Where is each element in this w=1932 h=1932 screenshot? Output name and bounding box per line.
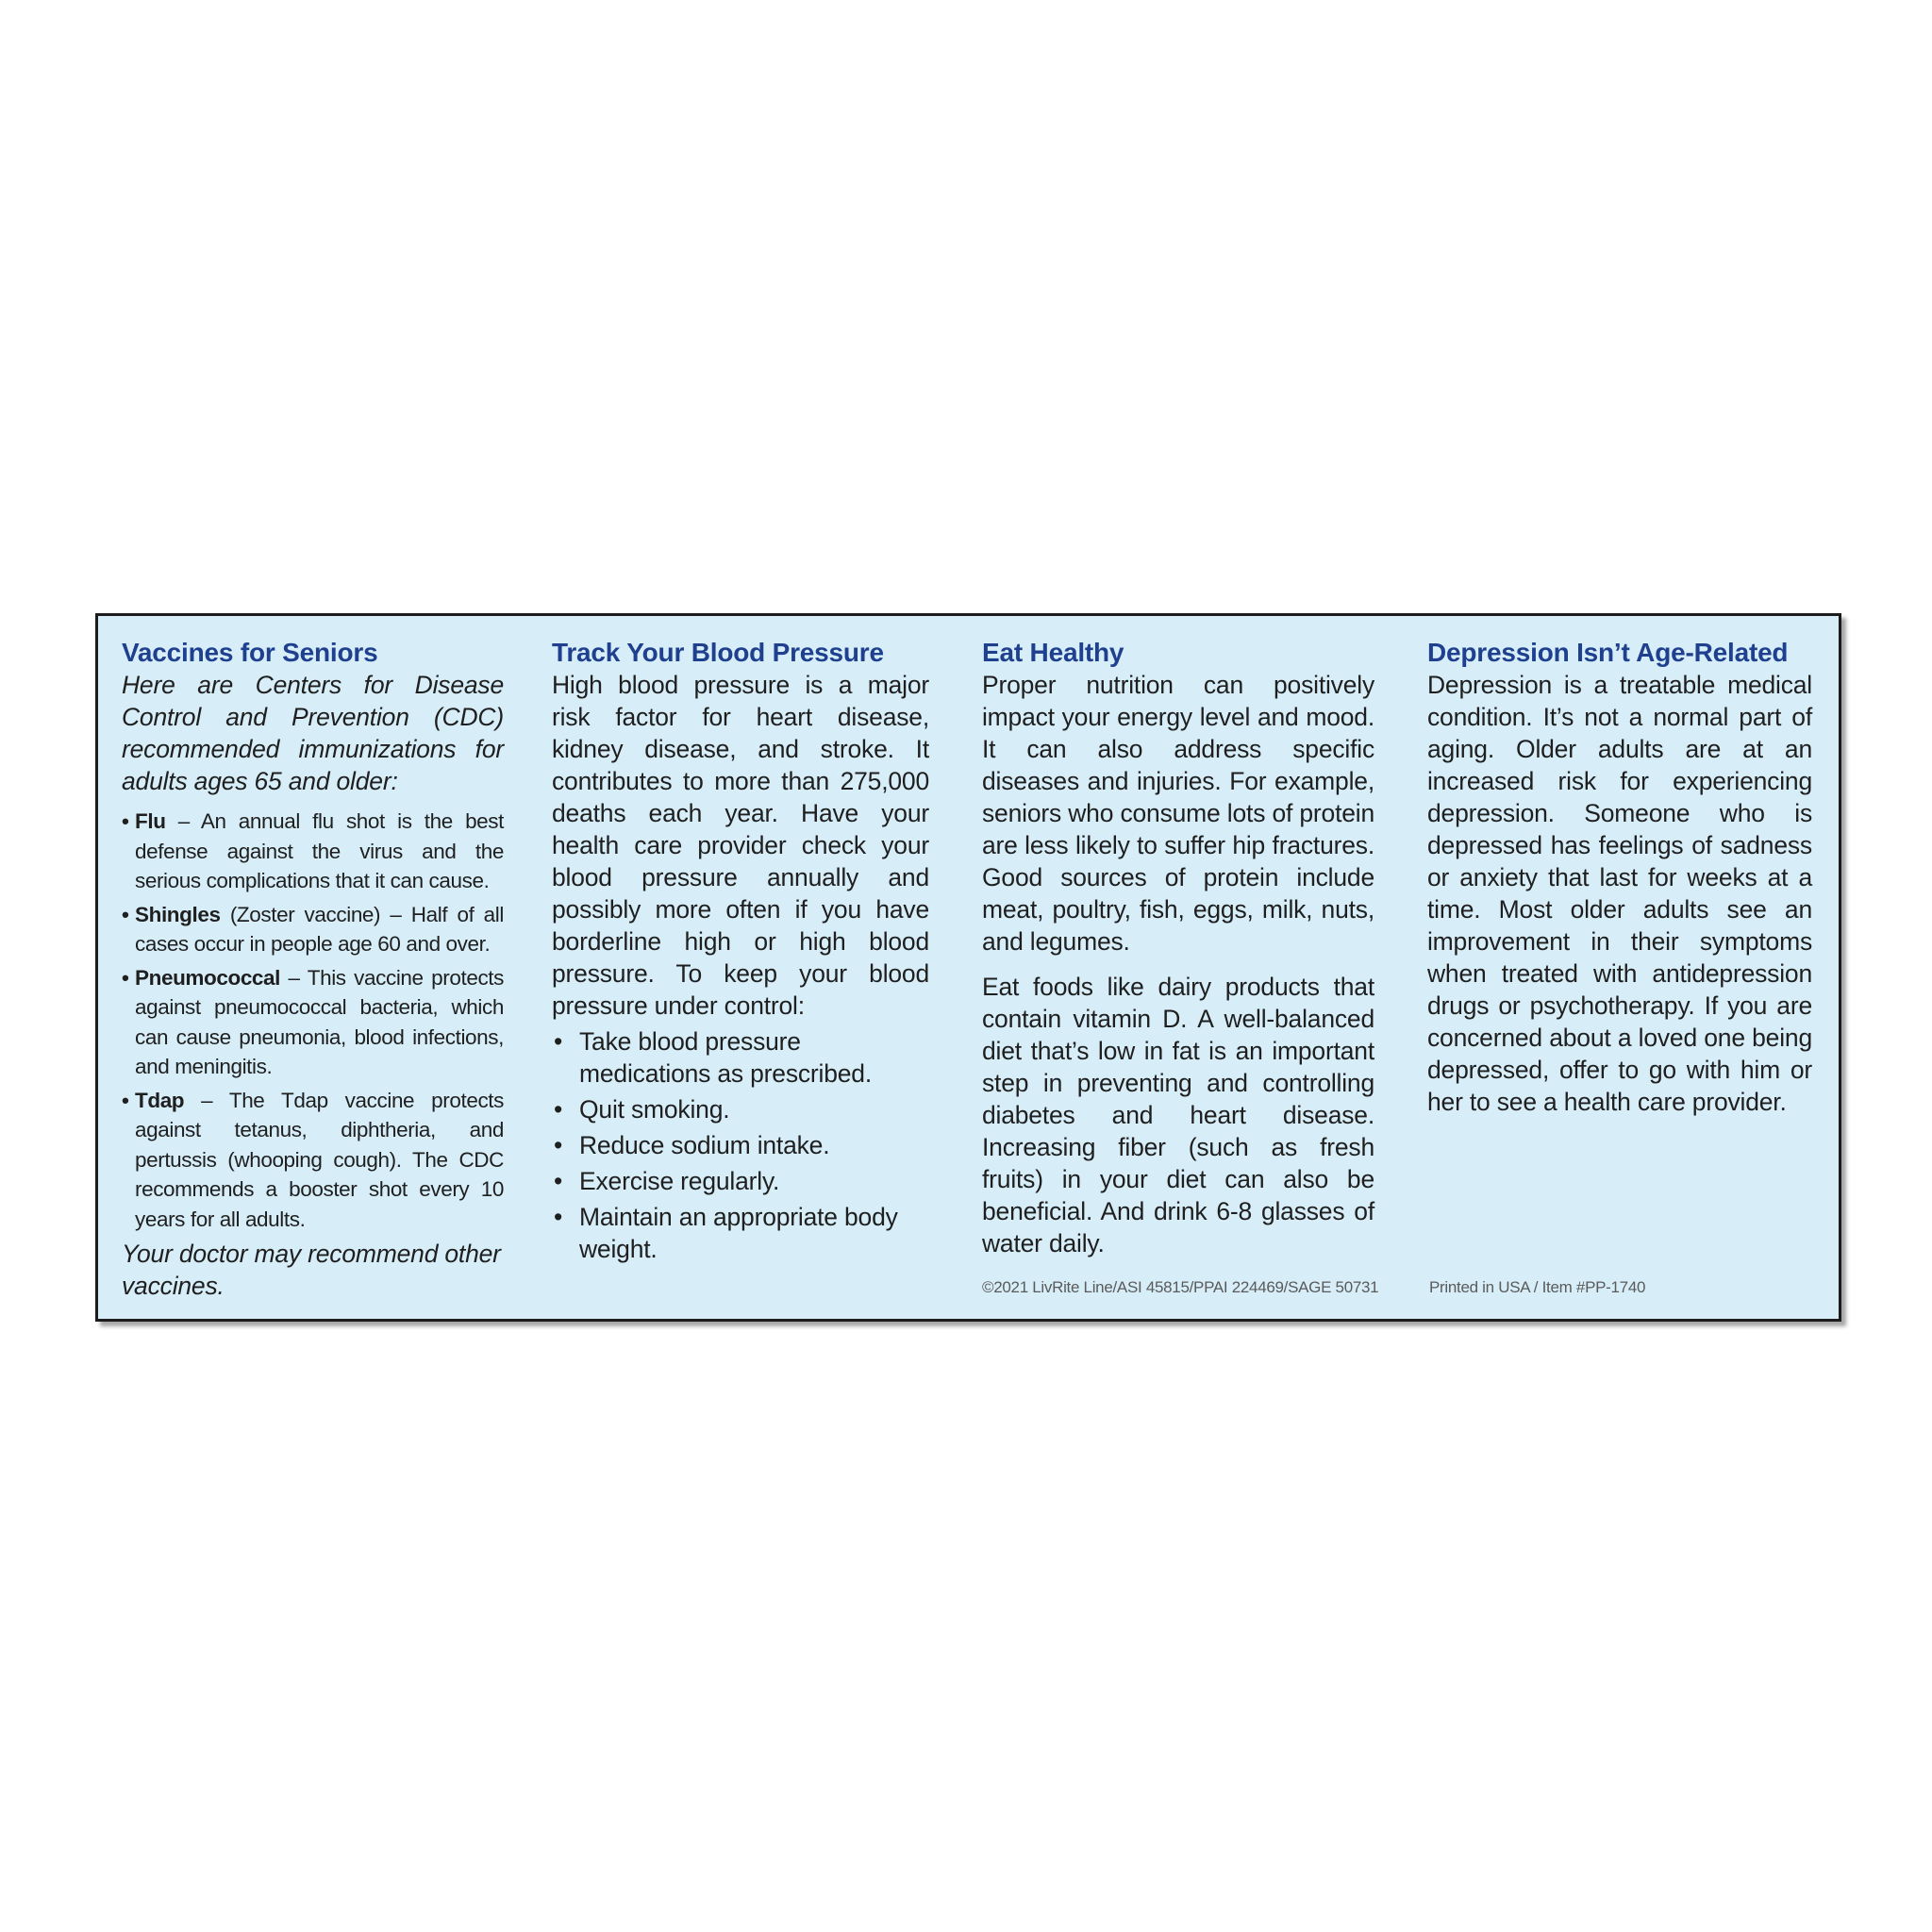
bullet: • bbox=[122, 1088, 129, 1112]
copyright-footer: ©2021 LivRite Line/ASI 45815/PPAI 224469/SAGE 50731 bbox=[982, 1278, 1379, 1296]
bullet: • bbox=[122, 902, 129, 926]
vaccines-section bbox=[122, 637, 504, 1302]
tip-item bbox=[552, 1093, 929, 1125]
tip-item bbox=[552, 1201, 929, 1265]
vaccine-name: Pneumococcal bbox=[135, 965, 281, 990]
vaccines-list bbox=[122, 807, 504, 1234]
vaccine-description: (Zoster vaccine) – Half of all cases occur in people age 60 and over. bbox=[135, 902, 504, 956]
tip-text: Exercise regularly. bbox=[579, 1167, 780, 1195]
health-tips-card bbox=[95, 613, 1841, 1322]
vaccine-description: – The Tdap vaccine protects against tetanus, diphtheria, and pertussis (whooping cough). The CDC recommends a booster shot every 10 years for all adults. bbox=[135, 1088, 504, 1231]
vaccine-description: – This vaccine protects against pneumococcal bacteria, which can cause pneumonia, blood infections, and meningitis. bbox=[135, 965, 504, 1078]
vaccines-outro: Your doctor may recommend other vaccines. bbox=[122, 1240, 501, 1300]
tip-item bbox=[552, 1025, 929, 1090]
vaccine-name: Flu bbox=[135, 809, 166, 833]
bullet: • bbox=[554, 1203, 563, 1231]
bullet: • bbox=[554, 1027, 563, 1056]
bullet: • bbox=[122, 809, 129, 833]
bullet: • bbox=[122, 965, 129, 990]
tip-text: Reduce sodium intake. bbox=[579, 1131, 830, 1159]
bullet: • bbox=[554, 1095, 563, 1124]
eat-healthy-paragraph-1: Proper nutrition can positively impact your energy level and mood. It can also address specific diseases and injuries. For example, seniors who consume lots of protein are less likely to suffer hip fractures. Good sources of protein include meat, poultry, fish, eggs, milk, nuts, and legumes. bbox=[982, 671, 1374, 956]
depression-section bbox=[1427, 637, 1812, 1118]
vaccine-name: Shingles bbox=[135, 902, 221, 926]
tip-item bbox=[552, 1129, 929, 1161]
tip-item bbox=[552, 1165, 929, 1197]
vaccines-title: Vaccines for Seniors bbox=[122, 638, 378, 667]
vaccine-name: Tdap bbox=[135, 1088, 185, 1112]
vaccine-item-pneumococcal bbox=[122, 963, 504, 1082]
vaccines-intro: Here are Centers for Disease Control and Prevention (CDC) recommended immunizations for adults ages 65 and older: bbox=[122, 671, 504, 795]
bullet: • bbox=[554, 1167, 563, 1195]
depression-body: Depression is a treatable medical condition. It’s not a normal part of aging. Older adults are at an increased risk for experiencing depression. Someone who is depressed has feelings of sadness or anxiety that last for weeks at a time. Most older adults see an improvement in their symptoms when treated with antidepression drugs or psychotherapy. If you are concerned about a loved one being depressed, offer to go with him or her to see a health care provider. bbox=[1427, 671, 1812, 1116]
bullet: • bbox=[554, 1131, 563, 1159]
tip-text: Take blood pressure medications as prescribed. bbox=[579, 1027, 873, 1088]
tip-text: Quit smoking. bbox=[579, 1095, 730, 1124]
tip-text: Maintain an appropriate body weight. bbox=[579, 1203, 898, 1263]
vaccine-item-tdap bbox=[122, 1086, 504, 1235]
depression-title: Depression Isn’t Age-Related bbox=[1427, 638, 1789, 667]
vaccine-item-flu bbox=[122, 807, 504, 896]
vaccine-item-shingles bbox=[122, 900, 504, 959]
blood-pressure-section bbox=[552, 637, 929, 1265]
blood-pressure-tips bbox=[552, 1025, 929, 1265]
blood-pressure-body: High blood pressure is a major risk factor for heart disease, kidney disease, and stroke. It contributes to more than 275,000 deaths each year. Have your health care provider check your blood pressure annually and possibly more often if you have borderline high or high blood pressure. To keep your blood pressure under control: bbox=[552, 671, 929, 1020]
printed-footer: Printed in USA / Item #PP-1740 bbox=[1429, 1278, 1646, 1296]
vaccine-description: – An annual flu shot is the best defense against the virus and the serious complications that it can cause. bbox=[135, 809, 504, 892]
eat-healthy-title: Eat Healthy bbox=[982, 638, 1124, 667]
blood-pressure-title: Track Your Blood Pressure bbox=[552, 638, 884, 667]
eat-healthy-section bbox=[982, 637, 1374, 1259]
eat-healthy-paragraph-2: Eat foods like dairy products that contain vitamin D. A well-balanced diet that’s low in fat is an important step in preventing and controlling diabetes and heart disease. Increasing fiber (such as fresh fruits) in your diet can also be beneficial. And drink 6-8 glasses of water daily. bbox=[982, 973, 1374, 1257]
